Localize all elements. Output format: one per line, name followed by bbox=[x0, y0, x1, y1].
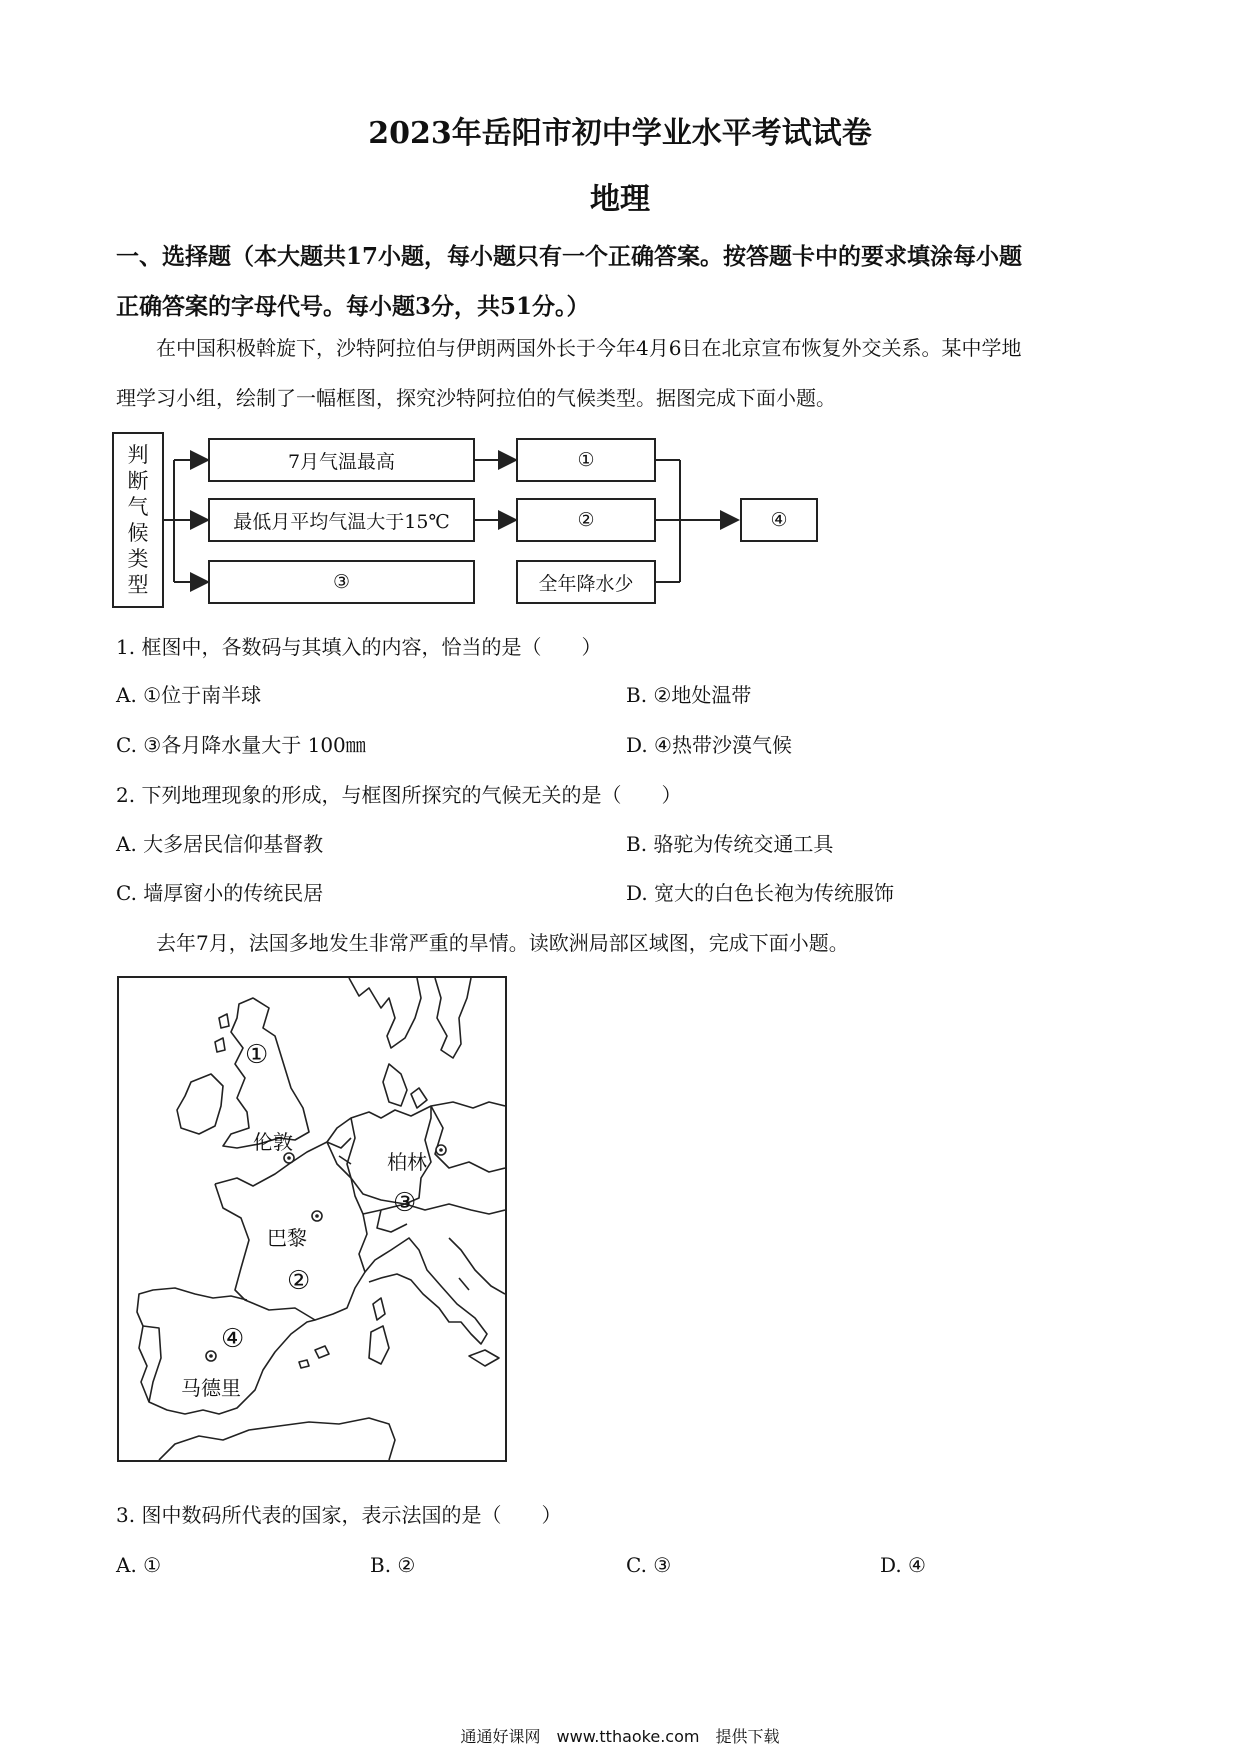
map-label-4: ④ bbox=[221, 1324, 245, 1354]
question-3-option-c[interactable]: C. ③ bbox=[626, 1553, 672, 1577]
flowchart-row3-condition: ③ bbox=[208, 560, 475, 604]
question-2-option-a[interactable]: A. 大多居民信仰基督教 bbox=[116, 832, 324, 856]
section-heading bbox=[116, 232, 1126, 332]
question-3-option-a[interactable]: A. ① bbox=[116, 1553, 162, 1577]
question-1-option-c[interactable]: C. ③各月降水量大于 100㎜ bbox=[116, 733, 366, 757]
question-2-option-b[interactable]: B. 骆驼为传统交通工具 bbox=[626, 832, 834, 856]
map-label-3: ③ bbox=[393, 1188, 417, 1218]
passage-1 bbox=[116, 323, 1128, 423]
passage-2: 去年7月，法国多地发生非常严重的旱情。读欧洲局部区域图，完成下面小题。 bbox=[156, 931, 849, 955]
climate-flowchart bbox=[110, 430, 830, 610]
question-1-option-d[interactable]: D. ④热带沙漠气候 bbox=[626, 733, 792, 757]
left-label-char: 断 bbox=[127, 469, 149, 493]
flowchart-left-label bbox=[112, 432, 164, 608]
question-2-stem: 2. 下列地理现象的形成，与框图所探究的气候无关的是（ ） bbox=[116, 783, 682, 807]
left-label-char: 类 bbox=[127, 547, 149, 571]
europe-map-outline bbox=[119, 978, 505, 1460]
question-3-stem: 3. 图中数码所代表的国家，表示法国的是（ ） bbox=[116, 1503, 562, 1527]
flowchart-row2-condition: 最低月平均气温大于15℃ bbox=[208, 498, 475, 542]
question-2-option-c[interactable]: C. 墙厚窗小的传统民居 bbox=[116, 881, 324, 905]
left-label-char: 候 bbox=[127, 521, 149, 545]
left-label-char: 型 bbox=[127, 573, 149, 597]
question-1-option-a[interactable]: A. ①位于南半球 bbox=[116, 683, 262, 707]
exam-subject: 地理 bbox=[590, 182, 650, 217]
flowchart-row2-result: ② bbox=[516, 498, 656, 542]
flowchart-row3-result: 全年降水少 bbox=[516, 560, 656, 604]
question-2-option-d[interactable]: D. 宽大的白色长袍为传统服饰 bbox=[626, 881, 895, 905]
left-label-char: 气 bbox=[127, 495, 149, 519]
flowchart-row1-result: ① bbox=[516, 438, 656, 482]
map-label-madrid: 马德里 bbox=[181, 1376, 241, 1400]
exam-title: 2023年岳阳市初中学业水平考试试卷 bbox=[368, 116, 872, 151]
passage-1-line2: 理学习小组，绘制了一幅框图，探究沙特阿拉伯的气候类型。据图完成下面小题。 bbox=[116, 386, 836, 410]
question-1-option-b[interactable]: B. ②地处温带 bbox=[626, 683, 752, 707]
map-label-berlin: 柏林 bbox=[387, 1150, 427, 1174]
question-3-option-d[interactable]: D. ④ bbox=[880, 1553, 926, 1577]
question-3-option-b[interactable]: B. ② bbox=[370, 1553, 416, 1577]
map-label-london: 伦敦 bbox=[253, 1130, 293, 1154]
page-footer: 通通好课网 www.tthaoke.com 提供下载 bbox=[460, 1727, 780, 1746]
passage-1-line1: 在中国积极斡旋下，沙特阿拉伯与伊朗两国外长于今年4月6日在北京宣布恢复外交关系。某中学地 bbox=[156, 336, 1022, 360]
map-label-1: ① bbox=[245, 1040, 269, 1070]
section-heading-line2: 正确答案的字母代号。每小题3分，共51分。） bbox=[116, 293, 590, 320]
map-label-paris: 巴黎 bbox=[267, 1226, 307, 1250]
section-heading-line1: 一、选择题（本大题共17小题，每小题只有一个正确答案。按答题卡中的要求填涂每小题 bbox=[116, 243, 1023, 270]
question-1-stem: 1. 框图中，各数码与其填入的内容，恰当的是（ ） bbox=[116, 635, 602, 659]
left-label-char: 判 bbox=[127, 443, 149, 467]
flowchart-row1-condition: 7月气温最高 bbox=[208, 438, 475, 482]
flowchart-final: ④ bbox=[740, 498, 818, 542]
map-label-2: ② bbox=[287, 1266, 311, 1296]
europe-map bbox=[117, 976, 507, 1462]
